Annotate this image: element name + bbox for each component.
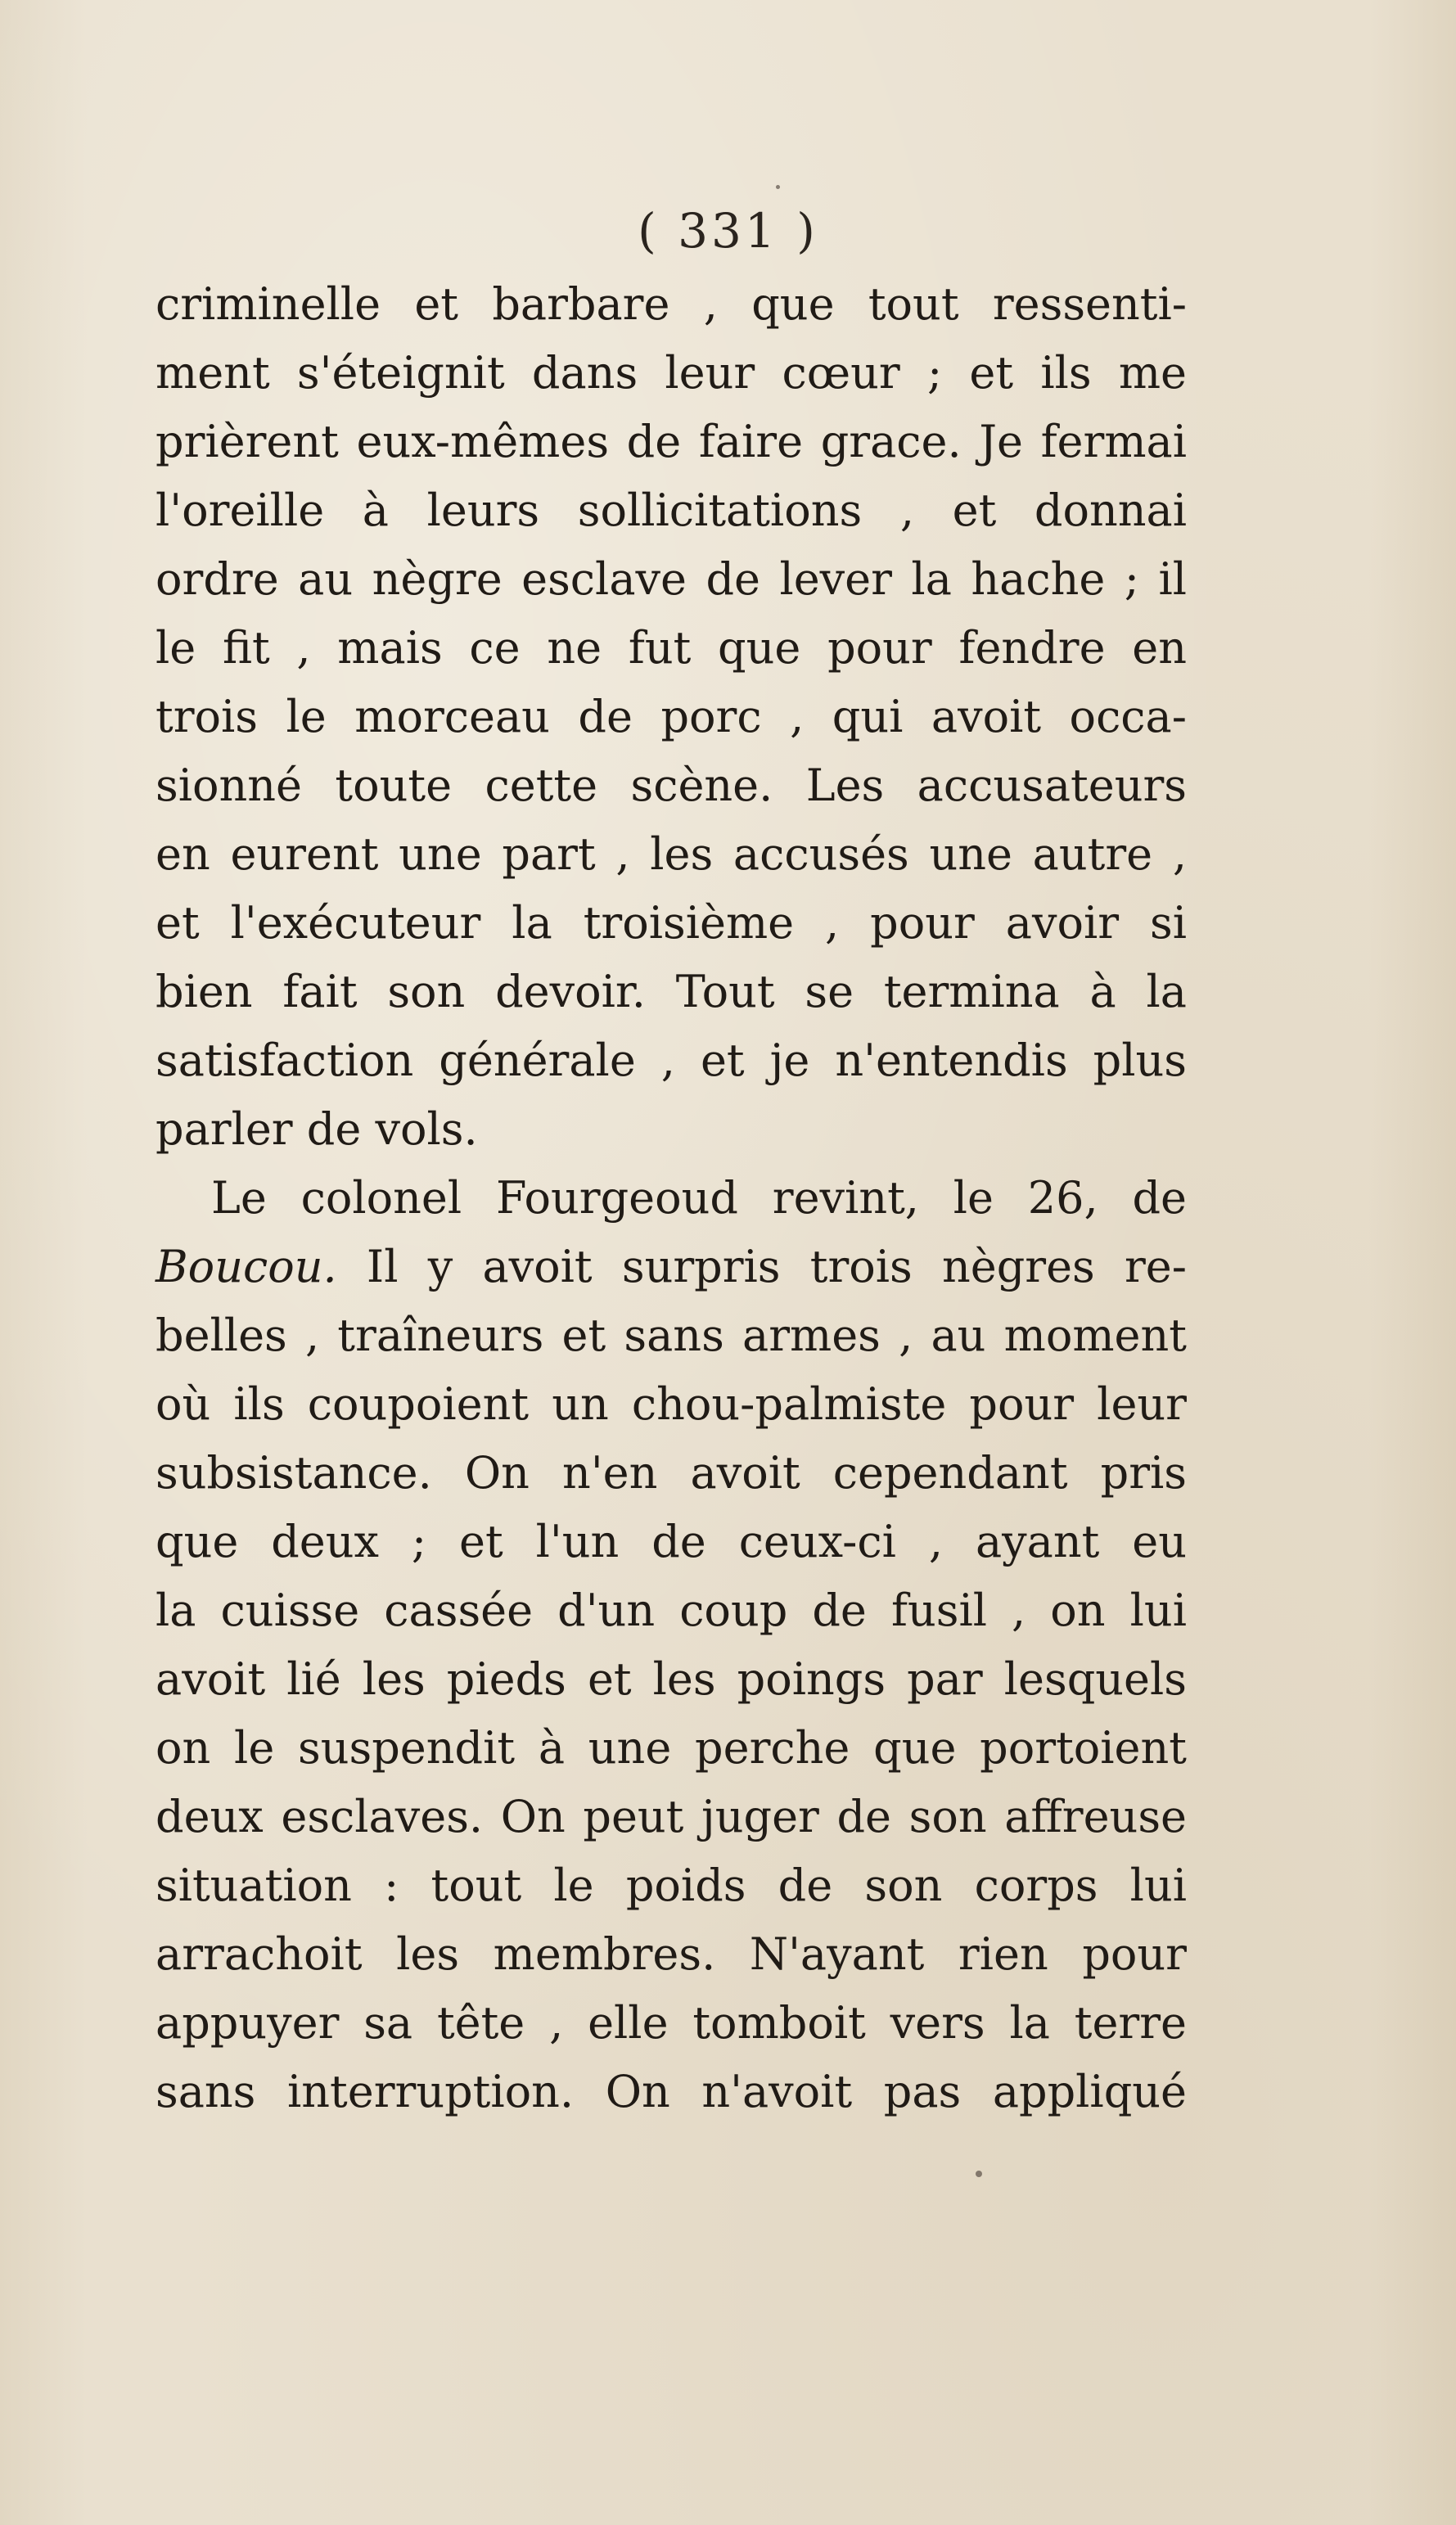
place-name: Boucou.	[156, 1241, 337, 1292]
text-line	[156, 1233, 1187, 1301]
text-line: sionné toute cette scène. Les accusateurs	[156, 760, 1187, 811]
text-line: criminelle et barbare , que tout ressenti-	[156, 278, 1187, 330]
text-line: que deux ; et l'un de ceux-ci , ayant eu	[156, 1516, 1187, 1567]
text-line: Le colonel Fourgeoud revint, le 26, de	[211, 1172, 1187, 1224]
text-line: avoit lié les pieds et les poings par lesquels	[156, 1653, 1187, 1705]
text-line: où ils coupoient un chou-palmiste pour leur	[156, 1378, 1187, 1430]
page-header	[0, 203, 1456, 259]
text-line: la cuisse cassée d'un coup de fusil , on lui	[156, 1585, 1187, 1636]
page-number: 331	[678, 203, 778, 259]
text-line: arrachoit les membres. N'ayant rien pour	[156, 1928, 1187, 1980]
text-line: le fit , mais ce ne fut que pour fendre en	[156, 622, 1187, 674]
ink-speck	[976, 2171, 982, 2177]
text-line: satisfaction générale , et je n'entendis plus	[156, 1035, 1187, 1086]
paragraph-2	[156, 1164, 1187, 2126]
open-paren: (	[638, 203, 678, 259]
text-line: situation : tout le poids de son corps lui	[156, 1860, 1187, 1911]
text-line: ment s'éteignit dans leur cœur ; et ils me	[156, 347, 1187, 399]
ink-speck	[776, 185, 780, 189]
text-line: deux esclaves. On peut juger de son affreuse	[156, 1791, 1187, 1842]
text-line: en eurent une part , les accusés une autre ,	[156, 828, 1187, 880]
text-line: ordre au nègre esclave de lever la hache ; il	[156, 553, 1187, 605]
paragraph-1	[156, 270, 1187, 1164]
text-line: subsistance. On n'en avoit cependant pris	[156, 1447, 1187, 1499]
text-line: bien fait son devoir. Tout se termina à la	[156, 966, 1187, 1017]
text-line: parler de vols.	[156, 1103, 478, 1155]
text-line: appuyer sa tête , elle tomboit vers la terre	[156, 1997, 1187, 2049]
text-line: sans interruption. On n'avoit pas appliqué	[156, 2066, 1187, 2117]
body-text	[156, 270, 1187, 2126]
text-line: on le suspendit à une perche que portoient	[156, 1722, 1187, 1774]
text-line: l'oreille à leurs sollicitations , et donnai	[156, 485, 1187, 536]
close-paren: )	[778, 203, 818, 259]
text-line: et l'exécuteur la troisième , pour avoir si	[156, 897, 1187, 949]
text-fragment: Il y avoit surpris trois nègres re-	[336, 1241, 1187, 1292]
text-line: trois le morceau de porc , qui avoit occa-	[156, 691, 1187, 742]
text-line: belles , traîneurs et sans armes , au moment	[156, 1310, 1187, 1361]
text-line: prièrent eux-mêmes de faire grace. Je fermai	[156, 416, 1187, 467]
